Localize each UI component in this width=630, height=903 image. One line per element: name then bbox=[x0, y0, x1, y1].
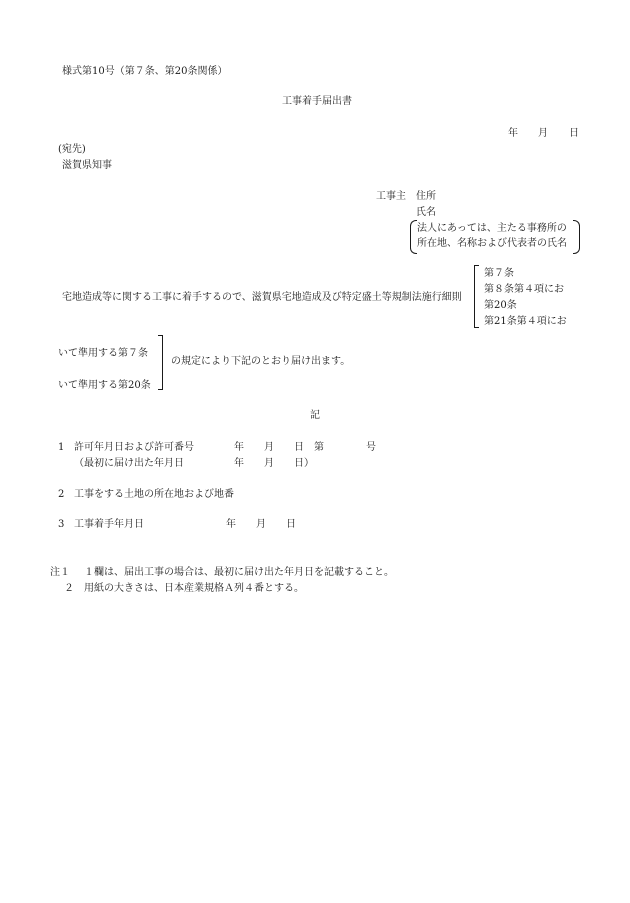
name-label: 氏名 bbox=[416, 207, 436, 218]
item-1-sub-label: （最初に届け出た年月日 bbox=[74, 458, 184, 469]
body-sentence-main: 宅地造成等に関する工事に着手するので、滋賀県宅地造成及び特定盛土等規制法施行細則 bbox=[62, 292, 462, 303]
option-1: 第７条 bbox=[484, 268, 514, 279]
note-2: 用紙の大きさは、日本産業規格Ａ列４番とする。 bbox=[84, 583, 304, 594]
form-number: 様式第10号（第７条、第20条関係） bbox=[62, 66, 228, 77]
item-3-month: 月 bbox=[256, 519, 266, 530]
body-sentence-end: の規定により下記のとおり届け出ます。 bbox=[171, 356, 351, 367]
item-3-number: 3 bbox=[58, 519, 65, 530]
notes-prefix: 注１ bbox=[50, 567, 70, 578]
item-2-number: 2 bbox=[58, 489, 65, 500]
option-3: 第20条 bbox=[484, 300, 517, 311]
option-2: 第８条第４項にお bbox=[484, 284, 564, 295]
item-3-day: 日 bbox=[286, 519, 296, 530]
item-1-go: 号 bbox=[366, 442, 376, 453]
page-title: 工事着手届出書 bbox=[282, 96, 352, 107]
corp-note-right-bracket bbox=[573, 220, 580, 254]
corp-note-left-bracket bbox=[410, 220, 417, 254]
item-1-label: 許可年月日および許可番号 bbox=[74, 442, 194, 453]
corp-note-line-2: 所在地、名称および代表者の氏名 bbox=[417, 238, 567, 249]
item-1-day: 日 bbox=[294, 442, 304, 453]
item-1-year: 年 bbox=[234, 442, 244, 453]
corp-note-line-1: 法人にあっては、主たる事務所の bbox=[417, 223, 567, 234]
option-left-bracket bbox=[474, 265, 479, 328]
sub-option-2: いて準用する第20条 bbox=[58, 380, 151, 391]
item-1-dai: 第 bbox=[314, 442, 324, 453]
item-2-label: 工事をする土地の所在地および地番 bbox=[74, 489, 234, 500]
date-year: 年 bbox=[508, 128, 518, 139]
ki-heading: 記 bbox=[310, 410, 320, 421]
item-1-sub-month: 月 bbox=[264, 458, 274, 469]
option-4: 第21条第４項にお bbox=[484, 316, 567, 327]
date-day: 日 bbox=[569, 128, 579, 139]
item-3-year: 年 bbox=[226, 519, 236, 530]
sub-option-1: いて準用する第７条 bbox=[58, 348, 148, 359]
item-3-label: 工事着手年月日 bbox=[74, 519, 144, 530]
item-1-sub-day: 日） bbox=[294, 458, 314, 469]
addressee-label: (宛先) bbox=[58, 144, 86, 155]
applicant-role: 工事主 bbox=[376, 191, 406, 202]
note-1: １欄は、届出工事の場合は、最初に届け出た年月日を記載すること。 bbox=[84, 567, 394, 578]
date-month: 月 bbox=[538, 128, 548, 139]
sub-option-right-bracket bbox=[158, 335, 163, 390]
addressee-name: 滋賀県知事 bbox=[62, 160, 112, 171]
item-1-number: 1 bbox=[58, 442, 65, 453]
note-2-number: ２ bbox=[64, 583, 74, 594]
item-1-month: 月 bbox=[264, 442, 274, 453]
item-1-sub-year: 年 bbox=[234, 458, 244, 469]
address-label: 住所 bbox=[416, 191, 436, 202]
